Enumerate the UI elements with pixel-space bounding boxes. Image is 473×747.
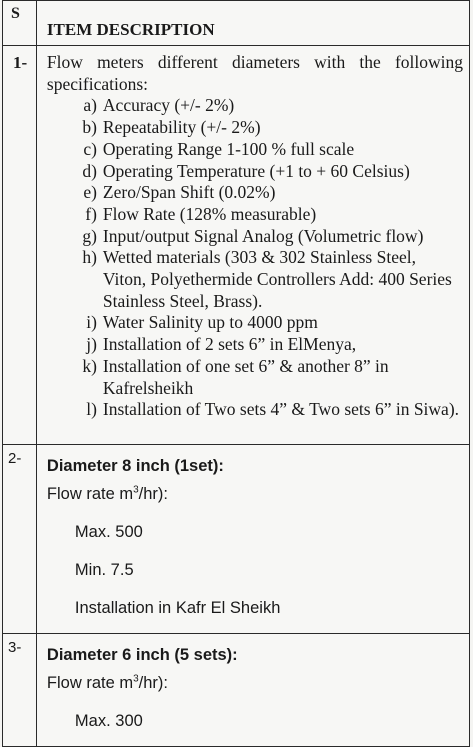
spec-item-marker: f) xyxy=(85,203,97,224)
item-2-flow-rate xyxy=(47,481,469,519)
spec-item-marker: l) xyxy=(86,399,97,420)
spec-item-marker: h) xyxy=(82,247,97,268)
item-2-number-cell xyxy=(3,445,37,634)
spec-item xyxy=(47,334,463,356)
spec-item-marker: g) xyxy=(82,225,97,246)
spec-item-marker: i) xyxy=(86,312,97,333)
header-row xyxy=(3,1,470,46)
spec-item-text: Input/output Signal Analog (Volumetric flow) xyxy=(102,225,424,246)
spec-item-text: Zero/Span Shift (0.02%) xyxy=(102,182,276,203)
specification-table xyxy=(2,0,470,747)
item-1-intro-line2: specifications: xyxy=(46,73,148,94)
item-2-min: Min. 7.5 xyxy=(74,561,134,579)
spec-item xyxy=(47,356,463,399)
item-1-intro-line1: Flow meters different diameters with the following xyxy=(46,52,463,72)
spec-item-marker: b) xyxy=(82,117,97,138)
spec-item-text: Wetted materials (303 & 302 Stainless Steel, Viton, Polyethermide Controllers Add: 400 Series Stainless Steel, Brass). xyxy=(102,247,452,311)
item-row-1 xyxy=(3,46,470,445)
item-3-title: Diameter 6 inch (5 sets): xyxy=(46,646,238,664)
item-2-description-cell xyxy=(36,445,469,634)
item-2-max: Max. 500 xyxy=(74,523,143,541)
spec-item xyxy=(47,247,463,312)
header-s-cell xyxy=(3,1,37,46)
item-3-description-cell xyxy=(36,634,469,747)
header-desc-cell xyxy=(36,1,469,46)
item-1-number-cell xyxy=(3,46,37,445)
spec-item-marker: e) xyxy=(83,182,97,203)
spec-item-text: Accuracy (+/- 2%) xyxy=(102,95,235,116)
spec-item xyxy=(47,204,463,226)
spec-item-text: Installation of 2 sets 6” in ElMenya, xyxy=(102,334,357,355)
header-item-description: ITEM DESCRIPTION xyxy=(46,20,215,39)
spec-item-marker: k) xyxy=(82,355,97,376)
item-2-number: 2- xyxy=(8,450,22,467)
item-3-flow-prefix: Flow rate m xyxy=(46,674,134,692)
item-3-flow-sup: 3 xyxy=(133,673,139,685)
item-2-flow-prefix: Flow rate m xyxy=(46,485,134,503)
spec-item-text: Installation of one set 6” & another 8” in Kafrelsheikh xyxy=(102,355,389,398)
item-3-flow-rate xyxy=(47,670,469,708)
spec-list xyxy=(47,95,463,421)
item-3-flow-suffix: /hr): xyxy=(138,674,169,692)
spec-item xyxy=(47,161,463,183)
item-row-2 xyxy=(3,445,470,634)
spec-item-text: Flow Rate (128% measurable) xyxy=(102,203,317,224)
item-3-number: 3- xyxy=(8,639,22,656)
spec-item-marker: j) xyxy=(86,334,97,355)
spec-item-marker: c) xyxy=(83,138,97,159)
item-3-max: Max. 300 xyxy=(74,712,143,730)
spec-item-marker: d) xyxy=(82,160,97,181)
spec-item xyxy=(47,312,463,334)
spec-item xyxy=(47,139,463,161)
item-1-intro xyxy=(47,52,463,95)
spec-item-text: Installation of Two sets 4” & Two sets 6” in Siwa). xyxy=(102,399,460,420)
item-1-number: 1- xyxy=(13,53,28,72)
item-row-3 xyxy=(3,634,470,747)
spec-item-text: Repeatability (+/- 2%) xyxy=(102,117,261,138)
spec-item xyxy=(47,95,463,117)
spec-item-text: Water Salinity up to 4000 ppm xyxy=(102,312,318,333)
spec-item xyxy=(47,117,463,139)
item-2-title: Diameter 8 inch (1set): xyxy=(46,457,224,475)
item-2-flow-sup: 3 xyxy=(133,484,139,496)
item-3-number-cell xyxy=(3,634,37,747)
spec-item xyxy=(47,226,463,248)
spec-item xyxy=(47,399,463,421)
item-2-flow-suffix: /hr): xyxy=(138,485,169,503)
spec-item xyxy=(47,182,463,204)
spec-item-text: Operating Range 1-100 % full scale xyxy=(102,138,355,159)
spec-item-marker: a) xyxy=(83,95,97,116)
spec-item-text: Operating Temperature (+1 to + 60 Celsius) xyxy=(102,160,410,181)
item-1-description-cell xyxy=(36,46,469,445)
item-2-installation: Installation in Kafr El Sheikh xyxy=(74,599,281,617)
header-s: S xyxy=(11,5,20,22)
